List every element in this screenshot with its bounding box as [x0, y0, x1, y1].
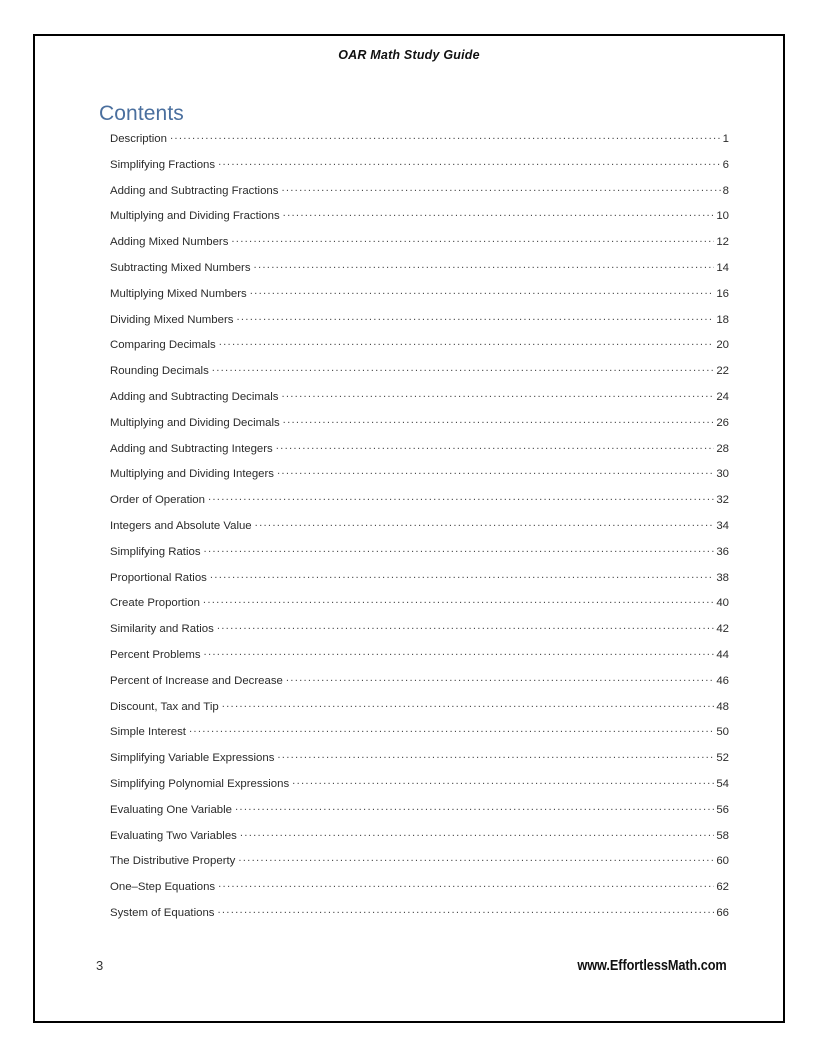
toc-leader-dots: [204, 647, 715, 658]
toc-entry[interactable]: [110, 234, 729, 260]
toc-entry-title: Similarity and Ratios: [110, 623, 214, 636]
toc-entry[interactable]: [110, 389, 729, 415]
toc-entry-page-number: 58: [716, 829, 729, 842]
toc-entry[interactable]: [110, 337, 729, 363]
toc-entry-title: Proportional Ratios: [110, 571, 207, 584]
toc-entry-page-number: 30: [716, 468, 729, 481]
toc-entry-page-number: 46: [716, 674, 729, 687]
toc-entry[interactable]: [110, 673, 729, 699]
toc-entry[interactable]: [110, 260, 729, 286]
toc-entry[interactable]: [110, 750, 729, 776]
toc-entry-page-number: 10: [716, 210, 729, 223]
toc-entry-title: Percent of Increase and Decrease: [110, 674, 283, 687]
toc-leader-dots: [218, 879, 714, 890]
toc-leader-dots: [208, 492, 714, 503]
toc-leader-dots: [231, 234, 714, 245]
toc-entry[interactable]: [110, 518, 729, 544]
toc-leader-dots: [250, 286, 715, 297]
toc-entry-page-number: 1: [722, 133, 729, 145]
toc-entry-title: Order of Operation: [110, 494, 205, 507]
toc-entry-title: Adding and Subtracting Fractions: [110, 184, 279, 197]
toc-entry[interactable]: [110, 441, 729, 467]
toc-entry[interactable]: [110, 492, 729, 518]
toc-entry-title: Adding and Subtracting Integers: [110, 442, 273, 455]
toc-entry-page-number: 44: [716, 648, 729, 661]
footer-page-number: 3: [96, 958, 104, 973]
toc-entry-page-number: 60: [716, 855, 729, 868]
toc-leader-dots: [281, 389, 714, 400]
toc-entry-page-number: 22: [716, 365, 729, 378]
toc-entry[interactable]: [110, 647, 729, 673]
toc-entry[interactable]: [110, 828, 729, 854]
toc-entry[interactable]: [110, 157, 729, 183]
toc-entry-title: Dividing Mixed Numbers: [110, 313, 234, 326]
toc-entry-title: Adding and Subtracting Decimals: [110, 390, 279, 403]
toc-entry-page-number: 16: [716, 287, 729, 300]
toc-leader-dots: [222, 699, 715, 710]
toc-entry-title: Simplifying Polynomial Expressions: [110, 777, 290, 790]
toc-entry-page-number: 66: [716, 906, 729, 919]
toc-entry[interactable]: [110, 208, 729, 234]
toc-entry-page-number: 24: [716, 390, 729, 403]
toc-entry-title: Evaluating One Variable: [110, 803, 232, 816]
toc-entry-page-number: 6: [722, 158, 729, 171]
toc-entry-title: Multiplying and Dividing Integers: [110, 468, 274, 481]
toc-entry-title: Comparing Decimals: [110, 339, 216, 352]
toc-leader-dots: [235, 802, 714, 813]
toc-leader-dots: [277, 750, 714, 761]
toc-entry[interactable]: [110, 363, 729, 389]
toc-entry[interactable]: [110, 699, 729, 725]
toc-entry-title: Percent Problems: [110, 648, 201, 661]
toc-entry-title: Multiplying and Dividing Fractions: [110, 210, 280, 223]
toc-entry-title: Integers and Absolute Value: [110, 519, 252, 532]
toc-entry-page-number: 26: [716, 416, 729, 429]
toc-entry-title: Multiplying Mixed Numbers: [110, 287, 247, 300]
toc-leader-dots: [203, 595, 714, 606]
toc-entry[interactable]: [110, 415, 729, 441]
toc-leader-dots: [210, 570, 714, 581]
toc-entry[interactable]: [110, 879, 729, 905]
toc-entry-title: Simplifying Variable Expressions: [110, 752, 275, 765]
toc-entry-title: Discount, Tax and Tip: [110, 700, 219, 713]
toc-entry-title: The Distributive Property: [110, 855, 236, 868]
toc-entry-page-number: 54: [716, 777, 729, 790]
toc-leader-dots: [238, 853, 714, 864]
toc-entry[interactable]: [110, 570, 729, 596]
toc-entry-page-number: 42: [716, 623, 729, 636]
toc-entry-title: One–Step Equations: [110, 881, 216, 894]
toc-entry-page-number: 18: [716, 313, 729, 326]
toc-leader-dots: [283, 415, 715, 426]
toc-entry[interactable]: [110, 131, 729, 157]
toc-leader-dots: [281, 183, 720, 194]
toc-entry-page-number: 48: [716, 700, 729, 713]
toc-entry-page-number: 50: [716, 726, 729, 739]
toc-entry-title: Adding Mixed Numbers: [110, 236, 229, 249]
toc-leader-dots: [218, 157, 721, 168]
toc-entry-title: Description: [110, 133, 167, 145]
toc-leader-dots: [240, 828, 714, 839]
toc-entry-page-number: 34: [716, 519, 729, 532]
toc-entry[interactable]: [110, 802, 729, 828]
toc-entry[interactable]: [110, 595, 729, 621]
toc-entry-title: Evaluating Two Variables: [110, 829, 237, 842]
toc-entry[interactable]: [110, 724, 729, 750]
toc-entry-page-number: 56: [716, 803, 729, 816]
toc-entry-title: Simplifying Ratios: [110, 545, 201, 558]
toc-entry-title: Create Proportion: [110, 597, 200, 610]
toc-leader-dots: [217, 905, 714, 916]
toc-entry-page-number: 40: [716, 597, 729, 610]
toc-entry[interactable]: [110, 466, 729, 492]
toc-leader-dots: [286, 673, 714, 684]
toc-entry-page-number: 20: [716, 339, 729, 352]
toc-entry-title: Rounding Decimals: [110, 365, 209, 378]
toc-leader-dots: [189, 724, 714, 735]
toc-leader-dots: [217, 621, 715, 632]
toc-leader-dots: [283, 208, 715, 219]
document-header-title: OAR Math Study Guide: [338, 48, 480, 62]
toc-leader-dots: [255, 518, 715, 529]
toc-entry-page-number: 28: [716, 442, 729, 455]
toc-leader-dots: [204, 544, 715, 555]
toc-leader-dots: [236, 312, 714, 323]
toc-leader-dots: [212, 363, 715, 374]
toc-leader-dots: [292, 776, 714, 787]
toc-entry-title: Multiplying and Dividing Decimals: [110, 416, 280, 429]
toc-entry[interactable]: [110, 183, 729, 209]
toc-entry-page-number: 12: [716, 236, 729, 249]
toc-leader-dots: [254, 260, 715, 271]
toc-entry-page-number: 14: [716, 261, 729, 274]
toc-entry-title: Simple Interest: [110, 726, 186, 739]
toc-entry[interactable]: [110, 286, 729, 312]
toc-entry[interactable]: [110, 312, 729, 338]
toc-leader-dots: [277, 466, 714, 477]
toc-entry[interactable]: [110, 776, 729, 802]
toc-leader-dots: [170, 131, 721, 142]
toc-entry-page-number: 36: [716, 545, 729, 558]
toc-entry-title: Subtracting Mixed Numbers: [110, 261, 251, 274]
toc-entry-page-number: 38: [716, 571, 729, 584]
footer-website: www.EffortlessMath.com: [577, 958, 727, 974]
toc-entry-page-number: 32: [716, 494, 729, 507]
toc-entry-page-number: 62: [716, 881, 729, 894]
toc-entry-title: System of Equations: [110, 906, 215, 919]
toc-entry-page-number: 8: [722, 184, 729, 197]
contents-heading: Contents: [99, 102, 184, 125]
toc-entry-page-number: 52: [716, 752, 729, 765]
toc-entry-title: Simplifying Fractions: [110, 158, 216, 171]
toc-leader-dots: [276, 441, 715, 452]
toc-entry[interactable]: [110, 621, 729, 647]
toc-entry[interactable]: [110, 544, 729, 570]
table-of-contents: [110, 131, 729, 931]
toc-entry[interactable]: [110, 853, 729, 879]
toc-leader-dots: [219, 337, 715, 348]
toc-entry[interactable]: [110, 905, 729, 931]
